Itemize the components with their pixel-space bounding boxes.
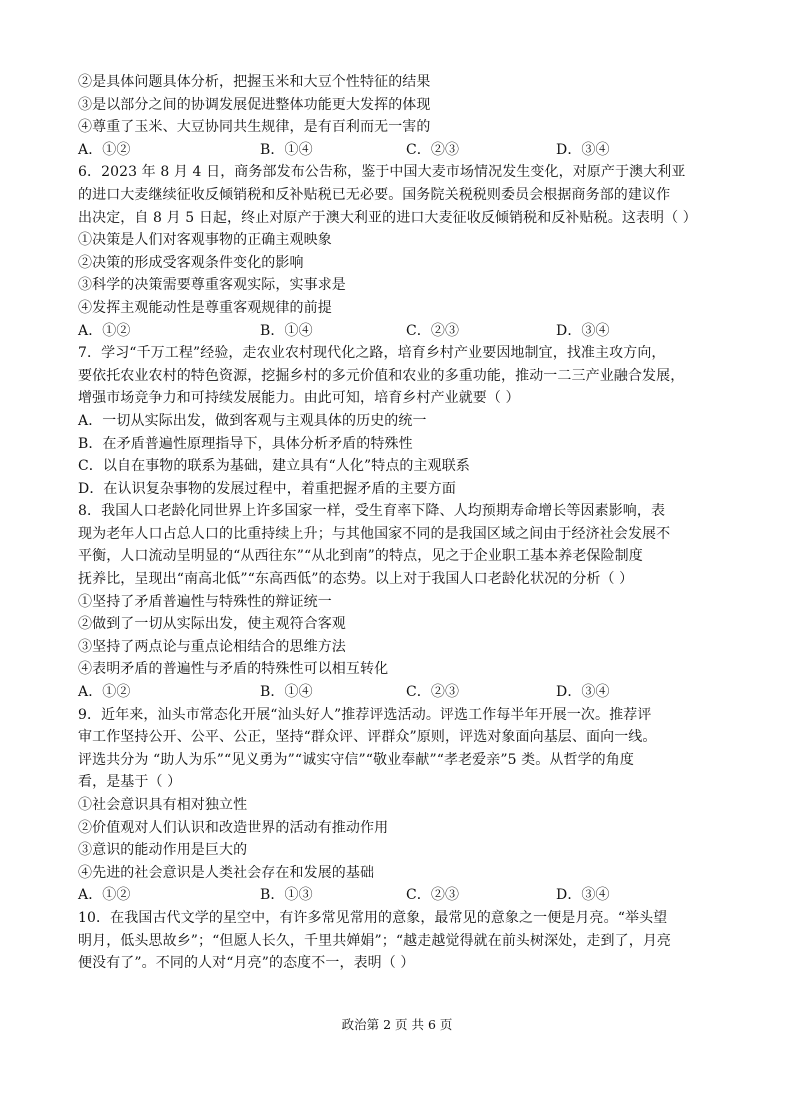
q9-option-c: C．②③ bbox=[406, 887, 460, 904]
q6-item-3: ③科学的决策需要尊重客观实际，实事求是 bbox=[78, 277, 346, 294]
q10-stem-line: 便没有了”。不同的人对“月亮”的态度不一，表明（ ） bbox=[78, 955, 415, 972]
q5-item-2: ②是具体问题具体分析，把握玉米和大豆个性特征的结果 bbox=[78, 74, 431, 90]
q8-item-2: ②做到了一切从实际出发，使主观符合客观 bbox=[78, 616, 346, 633]
q8-item-4: ④表明矛盾的普遍性与矛盾的特殊性可以相互转化 bbox=[78, 661, 389, 678]
q6-stem-line: 出决定，自 8 月 5 日起，终止对原产于澳大利亚的进口大麦征收反倾销税和反补贴税。这表明（ ） bbox=[78, 209, 697, 226]
q5-option-c: C．②③ bbox=[406, 141, 460, 158]
q9-option-a: A．①② bbox=[78, 887, 131, 904]
question-8 bbox=[78, 500, 738, 703]
q10-stem-line: 明月，低头思故乡”；“但愿人长久，千里共婵娟”；“越走越觉得就在前头树深处，走到了，月亮 bbox=[78, 932, 672, 949]
q9-item-1: ①社会意识具有相对独立性 bbox=[78, 797, 248, 813]
q6-option-a: A．①② bbox=[78, 322, 131, 339]
q7-stem-line: 7．学习“千万工程”经验，走农业农村现代化之路，培育乡村产业要因地制宜，找准主攻方向， bbox=[78, 345, 666, 362]
q9-item-3: ③意识的能动作用是巨大的 bbox=[78, 842, 248, 859]
q9-option-d: D．③④ bbox=[556, 887, 610, 904]
q6-options bbox=[78, 320, 738, 343]
q8-options bbox=[78, 681, 738, 704]
exam-page bbox=[78, 71, 738, 975]
q7-option-d: D．在认识复杂事物的发展过程中，着重把握矛盾的主要方面 bbox=[78, 480, 456, 497]
q9-options bbox=[78, 884, 738, 907]
question-9 bbox=[78, 704, 738, 907]
q8-option-c: C．②③ bbox=[406, 684, 460, 701]
q8-stem-line: 平衡，人口流动呈明显的“从西往东”“从北到南”的特点，见之于企业职工基本养老保险制度 bbox=[78, 548, 643, 565]
q10-stem-line: 10．在我国古代文学的星空中，有许多常见常用的意象，最常见的意象之一便是月亮。“举头望 bbox=[78, 909, 668, 926]
q9-option-b: B．①③ bbox=[260, 887, 313, 904]
q5-option-d: D．③④ bbox=[556, 141, 610, 158]
question-5-tail bbox=[78, 71, 738, 161]
q8-stem-line: 抚养比，呈现出“南高北低”“东高西低”的态势。以上对于我国人口老龄化状况的分析（ ） bbox=[78, 571, 634, 588]
q9-stem-line: 评选共分为 “助人为乐”“见义勇为”“诚实守信”“敬业奉献”“孝老爱亲”5 类。从哲学的角度 bbox=[78, 751, 634, 768]
q8-option-b: B．①④ bbox=[260, 684, 313, 701]
q7-option-b: B．在矛盾普遍性原理指导下，具体分析矛盾的特殊性 bbox=[78, 435, 413, 452]
question-6 bbox=[78, 161, 738, 342]
q6-stem-line: 6．2023 年 8 月 4 日，商务部发布公告称，鉴于中国大麦市场情况发生变化，对原产于澳大利亚 bbox=[78, 164, 686, 181]
q8-option-a: A．①② bbox=[78, 684, 131, 701]
q8-item-1: ①坚持了矛盾普遍性与特殊性的辩证统一 bbox=[78, 593, 332, 610]
q7-stem-line: 要依托农业农村的特色资源，挖掘乡村的多元价值和农业的多重功能，推动一二三产业融合发展， bbox=[78, 367, 685, 384]
q6-option-c: C．②③ bbox=[406, 322, 460, 339]
q5-option-a: A．①② bbox=[78, 141, 131, 158]
q5-item-4: ④尊重了玉米、大豆协同共生规律，是有百利而无一害的 bbox=[78, 119, 431, 136]
q5-item-3: ③是以部分之间的协调发展促进整体功能更大发挥的体现 bbox=[78, 96, 431, 113]
q9-stem-line: 9．近年来，汕头市常态化开展“汕头好人”推荐评选活动。评选工作每半年开展一次。推荐评 bbox=[78, 706, 652, 723]
q6-item-4: ④发挥主观能动性是尊重客观规律的前提 bbox=[78, 299, 332, 316]
q7-option-a: A．一切从实际出发，做到客观与主观具体的历史的统一 bbox=[78, 412, 427, 429]
q6-stem-line: 的进口大麦继续征收反倾销税和反补贴税已无必要。国务院关税税则委员会根据商务部的建议作 bbox=[78, 186, 671, 203]
q9-stem-line: 看，是基于（ ） bbox=[78, 774, 182, 791]
q9-item-2: ②价值观对人们认识和改造世界的活动有推动作用 bbox=[78, 819, 389, 836]
q6-option-d: D．③④ bbox=[556, 322, 610, 339]
q8-item-3: ③坚持了两点论与重点论相结合的思维方法 bbox=[78, 638, 346, 655]
q9-item-4: ④先进的社会意识是人类社会存在和发展的基础 bbox=[78, 864, 375, 881]
question-10 bbox=[78, 907, 738, 975]
q8-option-d: D．③④ bbox=[556, 684, 610, 701]
q5-options bbox=[78, 139, 738, 162]
q6-item-2: ②决策的形成受客观条件变化的影响 bbox=[78, 254, 304, 271]
q7-stem-line: 增强市场竞争力和可持续发展能力。由此可知，培育乡村产业就要（ ） bbox=[78, 390, 520, 407]
page-footer: 政治第 2 页 共 6 页 bbox=[341, 1017, 453, 1032]
q8-stem-line: 现为老年人口占总人口的比重持续上升；与其他国家不同的是我国区域之间由于经济社会发展不 bbox=[78, 525, 671, 542]
q8-stem-line: 8．我国人口老龄化同世界上许多国家一样，受生育率下降、人均预期寿命增长等因素影响，表 bbox=[78, 503, 666, 520]
question-7 bbox=[78, 342, 738, 500]
q6-option-b: B．①④ bbox=[260, 322, 313, 339]
q6-item-1: ①决策是人们对客观事物的正确主观映象 bbox=[78, 232, 332, 249]
q5-option-b: B．①④ bbox=[260, 141, 313, 158]
q7-option-c: C．以自在事物的联系为基础，建立具有“人化”特点的主观联系 bbox=[78, 458, 470, 475]
q9-stem-line: 审工作坚持公开、公平、公正，坚持“群众评、评群众”原则，评选对象面向基层、面向一线。 bbox=[78, 729, 657, 746]
